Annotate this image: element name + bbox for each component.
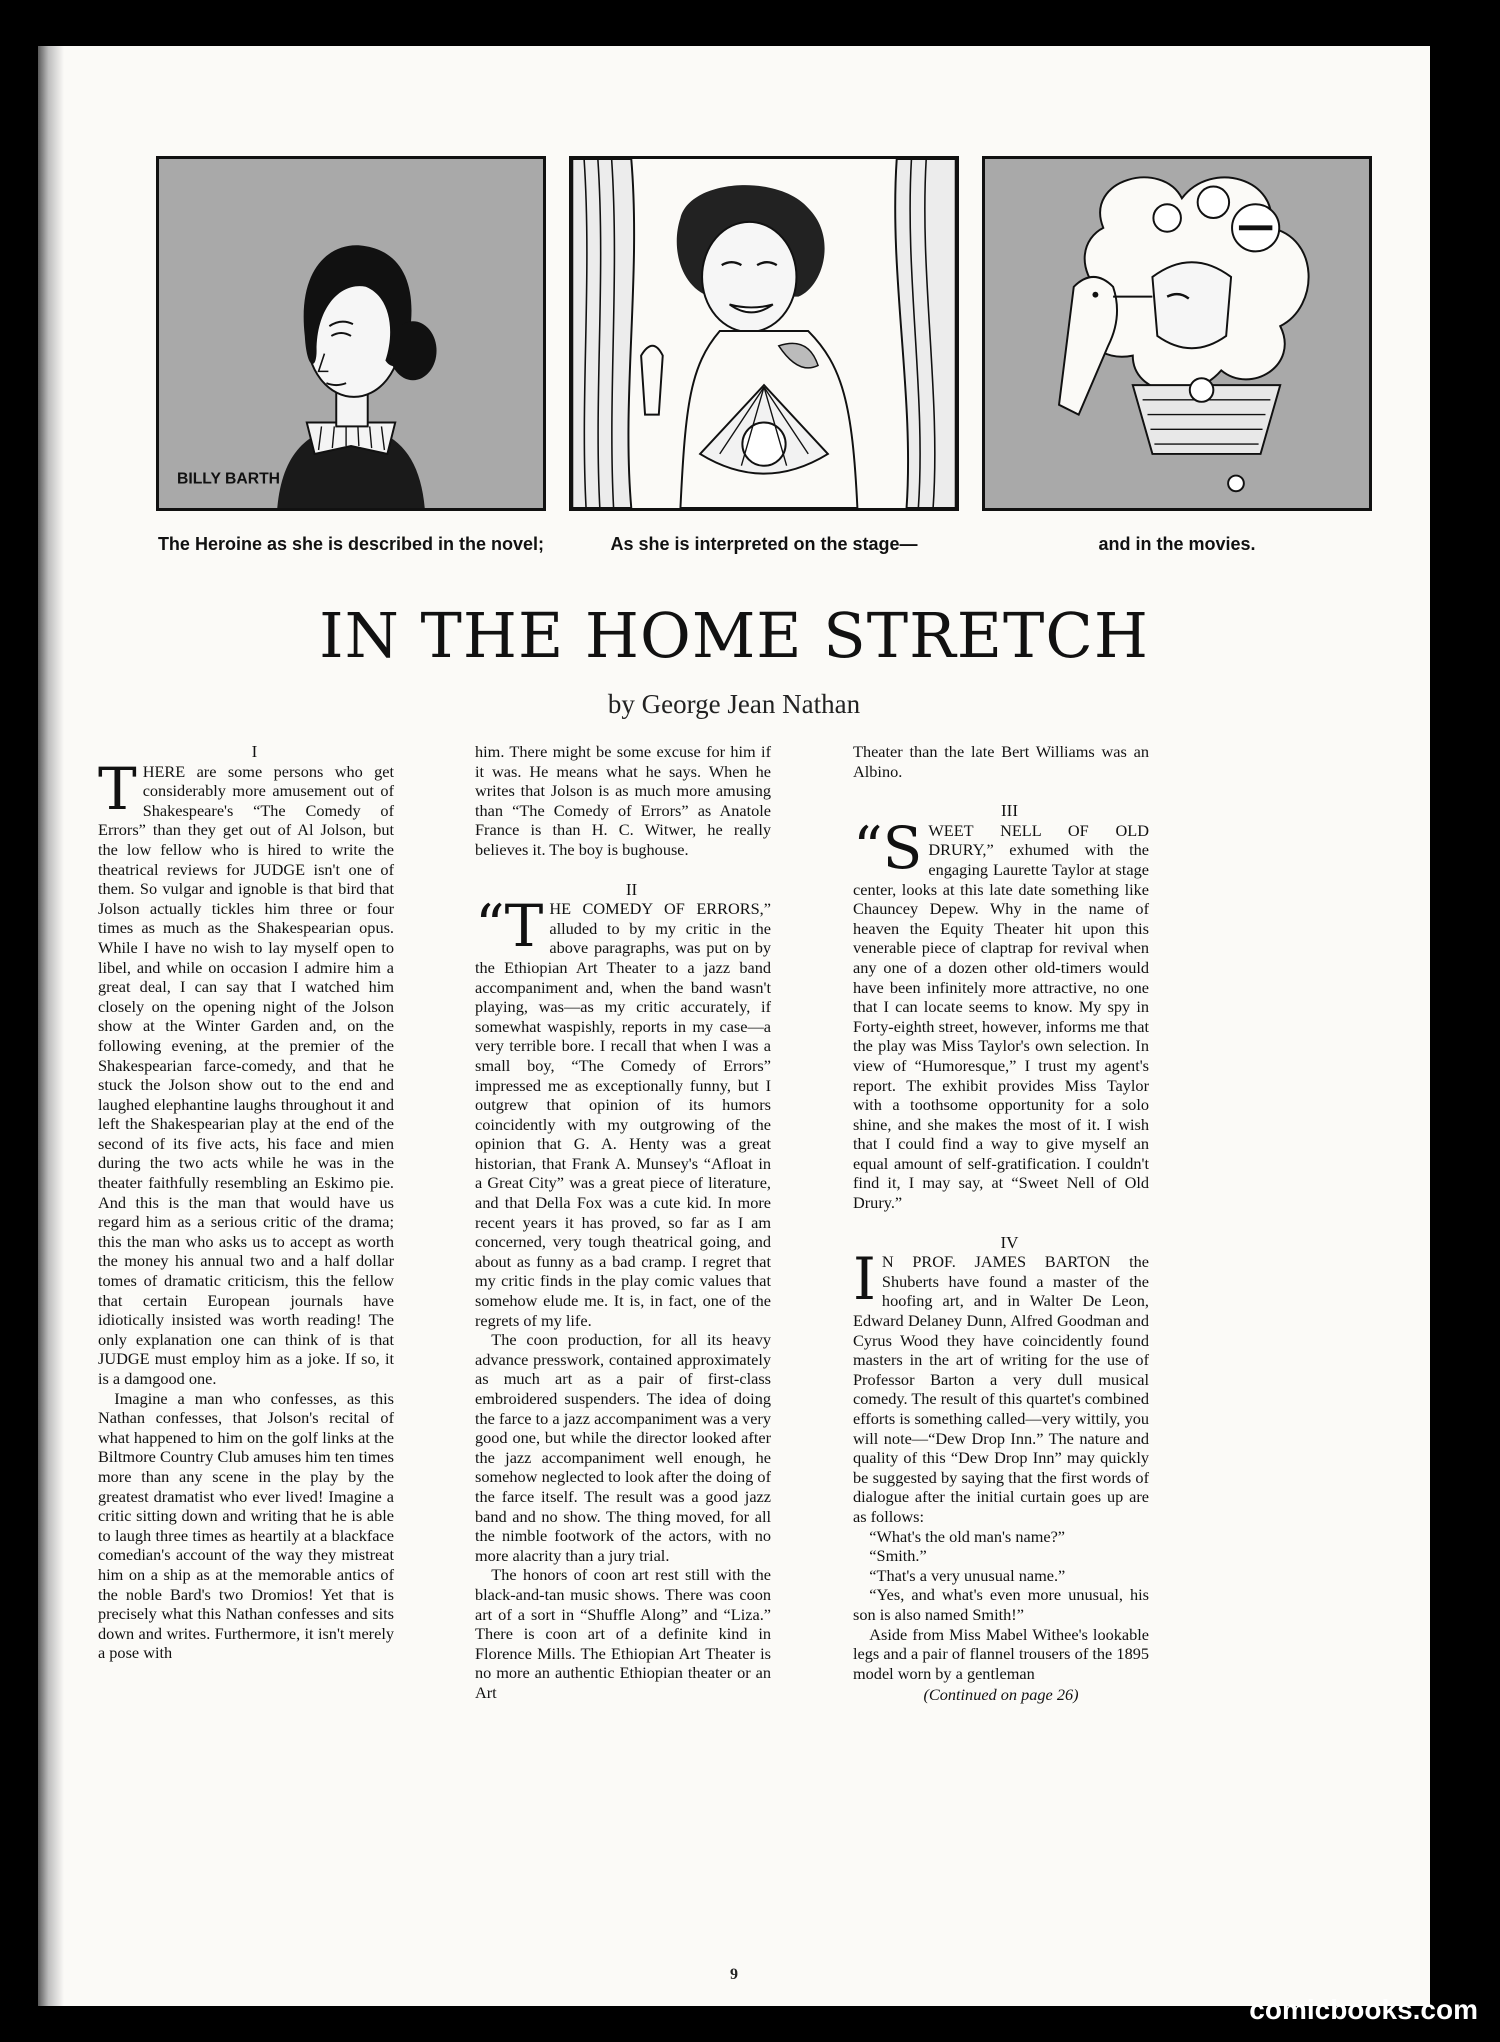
caption-novel: The Heroine as she is described in the novel; [157,534,545,554]
paragraph-text: the Shuberts have found a master of the hoofing art, and in Walter De Leon, Edward Delaney Dunn, Alfred Goodman and Cyrus Wood they have coincidently found masters in the art of writing for the use of Professor Barton a very dull musical comedy. The result of this quartet's combined efforts is something called—very wittily, you will note—“Dew Drop Inn.” The nature and quality of this “Dew Drop Inn” may quickly be suggested by saying that the first words of dialogue after the initial curtain goes up are as follows: [853,1252,1149,1526]
section-heading-2: II [625,879,638,899]
paragraph [853,813,1149,1213]
drop-cap: T [98,754,137,823]
paragraph-text: ” alluded to by my critic in the above paragraphs, was put on by the Ethiopian Art Theater to a jazz band accompaniment and, when the band wasn't playing, was—as my critic accurately, if somewhat waspishly, reports in my case—a very terrible bore. I recall that when I was a small boy, “The Comedy of Errors” impressed me as exceptionally funny, but I outgrew that opinion of its humors coincidently with my outgrowing of the opinion that G. A. Henty was a great historian, that Frank A. Munsey's “Afloat in a Great City” was a great piece of literature, and that Della Fox was a cute kid. In more recent years it has proved, so far as I am concerned, very tough theatrical going, and about as funny as a bad cramp. I regret that my critic finds in the play comic values that somehow elude me. It is, in fact, one of the regrets of my life. [475,899,771,1330]
panel-movie-heroine [982,156,1372,511]
artist-signature: BILLY BARTH [176,470,281,488]
section-heading-3: III [1001,801,1018,821]
caption-movies: and in the movies. [1098,534,1256,554]
lead-in: WEET NELL OF OLD DRURY, [928,820,1149,860]
panel-stage-heroine [569,156,959,511]
heroine-movie-illustration [985,159,1369,508]
paragraph [98,754,394,1389]
section-heading-4: IV [1000,1232,1019,1252]
lead-in: HE COMEDY OF ERRORS, [549,899,764,919]
heroine-novel-illustration [159,159,543,508]
article-title: IN THE HOME STRETCH [319,599,1149,672]
section-heading-1: I [251,742,258,761]
panel-novel-heroine [156,156,546,511]
paragraph: Aside from Miss Mabel Withee's lookable legs and a pair of flannel trousers of the 1895 model worn by a gentleman [853,1624,1149,1683]
continued-note: (Continued on page 26) [923,1685,1079,1705]
paragraph: Imagine a man who confesses, as this Nathan confesses, that Jolson's recital of what happened to him on the golf links at the Biltmore Country Club amuses him ten times more than any scene in the play by the greatest dramatist who ever lived! Imagine a critic sitting down and writing that he is able to laugh three times as heartily at a blackface comedian's account of the way they mistreat him on a ship as at the memorable antics of the noble Bard's two Dromios! Yet that is precisely what this Nathan confesses and sits down and writes. Furthermore, it isn't merely a pose with [98,1388,394,1663]
dialogue-line: “What's the old man's name?” [869,1526,1066,1546]
paragraph: The honors of coon art rest still with the black-and-tan music shows. There was coon art of a sort in “Shuffle Along” and “Liza.” There is coon art of a definite kind in Florence Mills. The Ethiopian Art Theater is no more an authentic Ethiopian theater or an Art [475,1565,771,1702]
caption-stage: As she is interpreted on the stage— [610,534,918,554]
paragraph [853,1245,1149,1526]
paragraph: The coon production, for all its heavy advance presswork, contained approximately as much art as a pair of first-class embroidered suspenders. The idea of doing the farce to a jazz accompaniment was a very good one, but while the director looked after the jazz accompaniment well enough, he somehow neglected to look after the doing of the farce itself. The result was a good jazz band and no show. The thing moved, for all the nimble footwork of the actors, with no more alacrity than a jury trial. [475,1330,771,1565]
site-watermark: comicbooks.com [1249,1994,1478,2025]
binding-shadow [38,46,64,2006]
article-byline: by George Jean Nathan [607,689,861,719]
drop-cap: “T [475,892,544,961]
dialogue-line: “Smith.” [869,1546,927,1566]
drop-cap: I [853,1245,876,1314]
dialogue-line: “That's a very unusual name.” [869,1565,1066,1585]
text-column-3 [853,742,1149,1705]
caption-row [156,534,1370,584]
magazine-page [38,46,1430,2006]
lead-in: N PROF. JAMES BARTON [881,1252,1111,1272]
dialogue-line: “Yes, and what's even more unusual, his son is also named Smith!” [853,1585,1149,1624]
text-column-2 [475,742,771,1703]
lead-in: HERE [142,761,186,781]
page-number: 9 [730,1966,738,1983]
paragraph: Theater than the late Bert Williams was an Albino. [853,742,1149,781]
text-column-1 [98,742,394,1663]
paragraph-text: ” exhumed with the engaging Laurette Taylor at stage center, looks at this late date something like Chauncey Depew. Why in the name of heaven the Equity Theater hit upon this venerable piece of claptrap for revival when any one of a dozen other old-timers would have been infinitely more attractive, no one that I can locate seems to know. My spy in Forty-eighth street, however, informs me that the play was Miss Taylor's own selection. In view of “Humoresque,” I trust my agent's report. The exhibit provides Miss Taylor with a toothsome opportunity for a solo shine, and she makes the most of it. I wish that I could find a way to give myself an equal amount of self-gratification. I couldn't find it, I may say, at “Sweet Nell of Old Drury.” [853,840,1149,1213]
drop-cap: “S [853,813,923,882]
illustration-row [156,156,1370,511]
paragraph [475,892,771,1330]
heroine-stage-illustration [572,159,956,508]
paragraph-text: are some persons who get considerably more amusement out of Shakespeare's “The Comedy of Errors” than they get out of Al Jolson, but the low fellow who is hired to write the theatrical reviews for JUDGE isn't one of them. So vulgar and ignoble is that bird that Jolson actually tickles him three or four times as much as the Shakespearian opus. While I have no wish to lay myself open to libel, and while on occasion I admire him a great deal, I can say that I watched him closely on the opening night of the Jolson show at the Winter Garden and, on the following evening, at the premier of the Shakespearian farce-comedy, and that he stuck the Jolson show out to the end and laughed elephantine laughs throughout it and left the Shakespearian play at the end of the second of its five acts, his face and mien during the two acts while he was in the theater faithfully resembling an Eskimo pie. And this is the man that would have us regard him as a serious critic of the drama; this the man who asks us to accept as worth the money his annual two and a half dollar tomes of dramatic criticism, this the fellow that certain European journals have idiotically insisted was worth reading! The only explanation one can think of is that JUDGE must employ him as a joke. If so, it is a damgood one. [98,761,394,1388]
paragraph: him. There might be some excuse for him if it was. He means what he says. When he writes that Jolson is as much more amusing than “The Comedy of Errors” as Anatole France is than H. C. Witwer, he really believes it. The boy is bughouse. [475,742,771,859]
